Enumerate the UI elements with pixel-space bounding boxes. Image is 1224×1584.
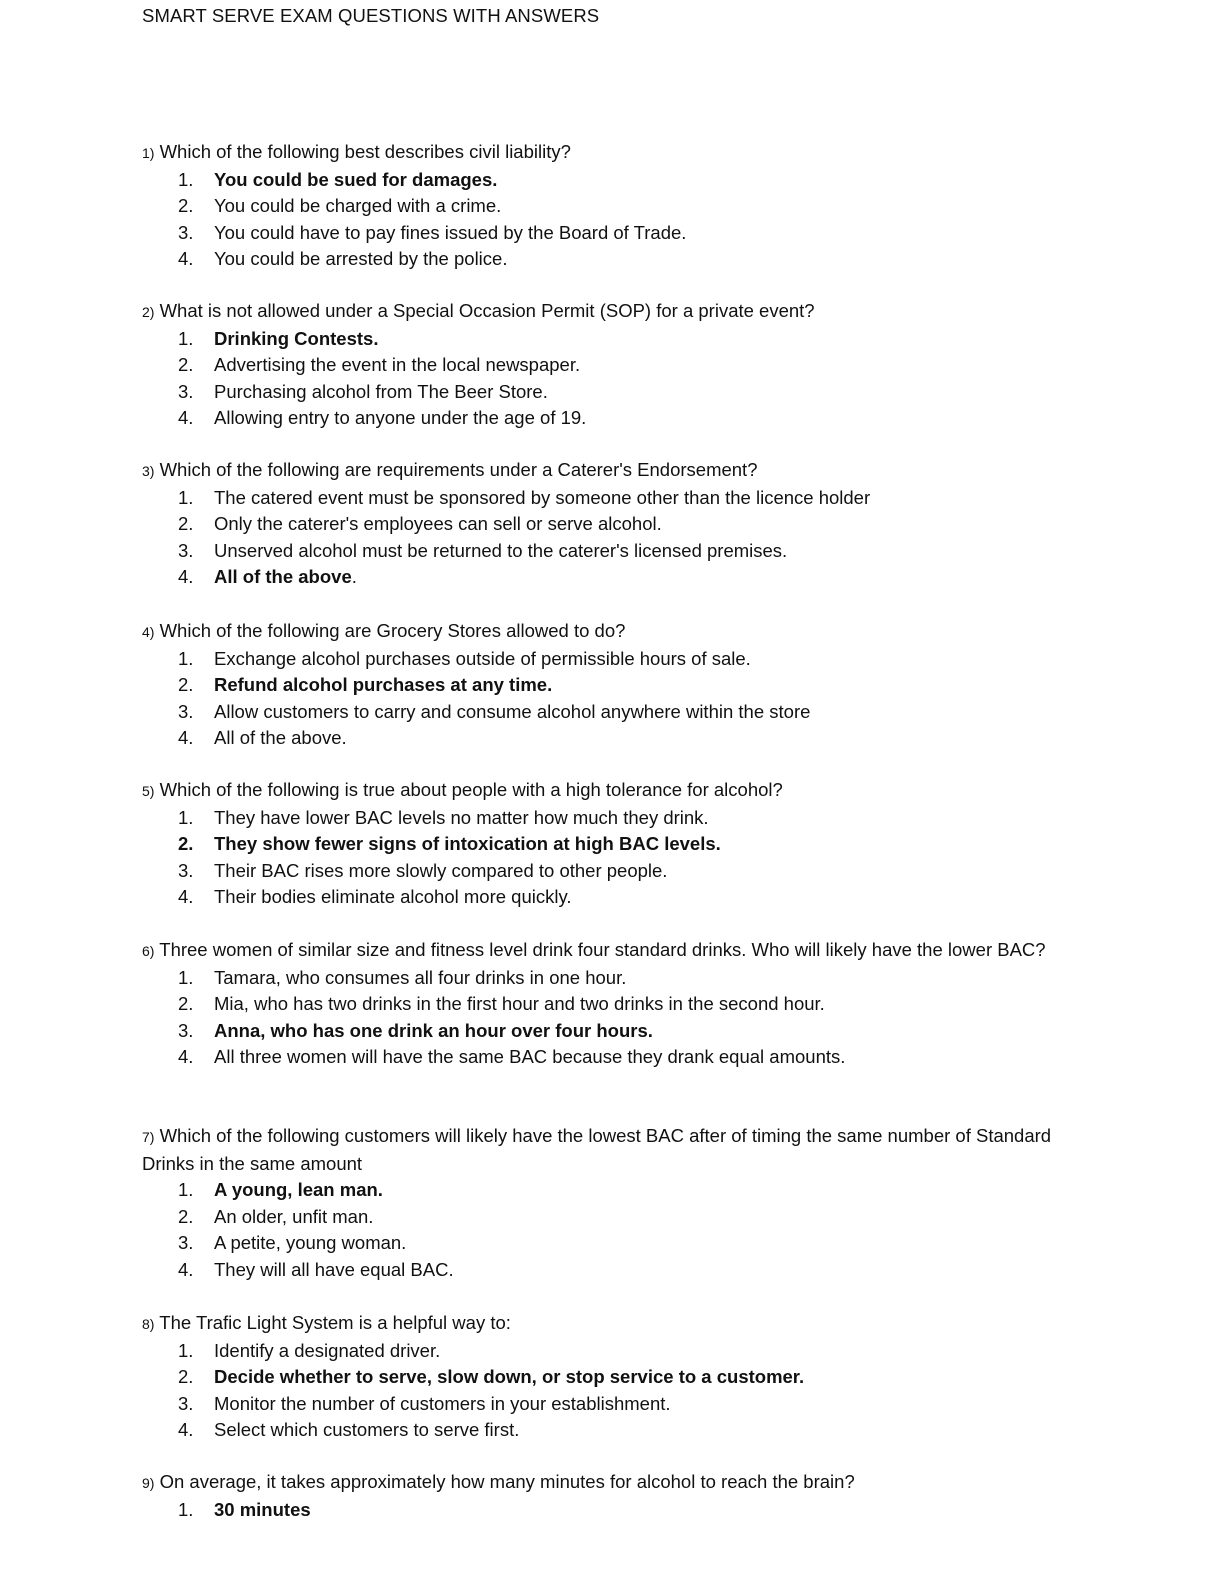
option: 4. They will all have equal BAC. <box>178 1258 454 1280</box>
option: 3. Allow customers to carry and consume alcohol anywhere within the store <box>178 700 811 722</box>
question-2 <box>142 298 1082 432</box>
question-text: 4) Which of the following are Grocery Stores allowed to do? <box>142 620 626 641</box>
question-text: 8) The Trafic Light System is a helpful way to: <box>142 1312 511 1333</box>
question-text: 2) What is not allowed under a Special Occasion Permit (SOP) for a private event? <box>142 300 815 321</box>
option-list <box>142 1338 1082 1444</box>
option-list <box>142 1177 1082 1283</box>
option: 1. The catered event must be sponsored by someone other than the licence holder <box>178 486 871 508</box>
question-text: 7) Which of the following customers will likely have the lowest BAC after of timing the same number of Standard Drinks in the same amount <box>142 1125 1052 1174</box>
option: 2. An older, unfit man. <box>178 1205 374 1227</box>
question-1 <box>142 139 1082 273</box>
option: 3. Monitor the number of customers in your establishment. <box>178 1392 671 1414</box>
option: 1. They have lower BAC levels no matter how much they drink. <box>178 806 709 828</box>
question-9 <box>142 1469 1082 1523</box>
option-correct: 1. A young, lean man. <box>178 1179 383 1200</box>
option-correct: 4. All of the above. <box>178 566 357 587</box>
option: 3. Their BAC rises more slowly compared to other people. <box>178 859 668 881</box>
option-correct: 3. Anna, who has one drink an hour over four hours. <box>178 1019 653 1041</box>
option: 3. Purchasing alcohol from The Beer Store. <box>178 380 548 402</box>
option: 3. A petite, young woman. <box>178 1232 407 1253</box>
option-correct: 1. Drinking Contests. <box>178 327 379 349</box>
question-7 <box>142 1123 1082 1283</box>
page-title: SMART SERVE EXAM QUESTIONS WITH ANSWERS <box>142 5 600 26</box>
option: 4. All three women will have the same BAC because they drank equal amounts. <box>178 1046 846 1067</box>
option: 4. Select which customers to serve first. <box>178 1419 520 1440</box>
question-text: 1) Which of the following best describes civil liability? <box>142 141 571 162</box>
question-5 <box>142 777 1082 911</box>
option: 2. You could be charged with a crime. <box>178 195 502 216</box>
option: 3. Unserved alcohol must be returned to the caterer's licensed premises. <box>178 539 788 561</box>
option: 2. Advertising the event in the local newspaper. <box>178 354 581 375</box>
option-correct: 2. Decide whether to serve, slow down, or stop service to a customer. <box>178 1366 805 1387</box>
option: 4. Their bodies eliminate alcohol more quickly. <box>178 886 572 907</box>
option: 4. Allowing entry to anyone under the age of 19. <box>178 407 587 428</box>
option: 1. Tamara, who consumes all four drinks in one hour. <box>178 966 627 988</box>
option-list <box>142 1497 1082 1524</box>
option-correct: 2. Refund alcohol purchases at any time. <box>178 674 553 695</box>
option-correct: 2. They show fewer signs of intoxication at high BAC levels. <box>178 833 721 854</box>
option-correct: 1. You could be sued for damages. <box>178 168 498 190</box>
option-correct: 1. 30 minutes <box>178 1498 311 1520</box>
question-text: 6) Three women of similar size and fitness level drink four standard drinks. Who will likely have the lower BAC? <box>142 939 1046 960</box>
question-4 <box>142 618 1082 752</box>
option-list <box>142 646 1082 752</box>
option-list <box>142 965 1082 1071</box>
option: 1. Exchange alcohol purchases outside of permissible hours of sale. <box>178 647 751 669</box>
option: 4. You could be arrested by the police. <box>178 248 508 269</box>
option-list <box>142 326 1082 432</box>
question-8 <box>142 1310 1082 1444</box>
question-6 <box>142 937 1082 1071</box>
option: 3. You could have to pay fines issued by the Board of Trade. <box>178 221 687 243</box>
option-list <box>142 485 1082 591</box>
question-text: 9) On average, it takes approximately how many minutes for alcohol to reach the brain? <box>142 1471 855 1492</box>
option-list <box>142 805 1082 911</box>
option: 4. All of the above. <box>178 727 347 748</box>
question-text: 3) Which of the following are requirements under a Caterer's Endorsement? <box>142 459 758 480</box>
question-3 <box>142 457 1082 591</box>
question-text: 5) Which of the following is true about people with a high tolerance for alcohol? <box>142 779 783 800</box>
option: 2. Mia, who has two drinks in the first hour and two drinks in the second hour. <box>178 993 825 1014</box>
option: 2. Only the caterer's employees can sell or serve alcohol. <box>178 513 662 534</box>
option-list <box>142 167 1082 273</box>
option: 1. Identify a designated driver. <box>178 1339 441 1361</box>
